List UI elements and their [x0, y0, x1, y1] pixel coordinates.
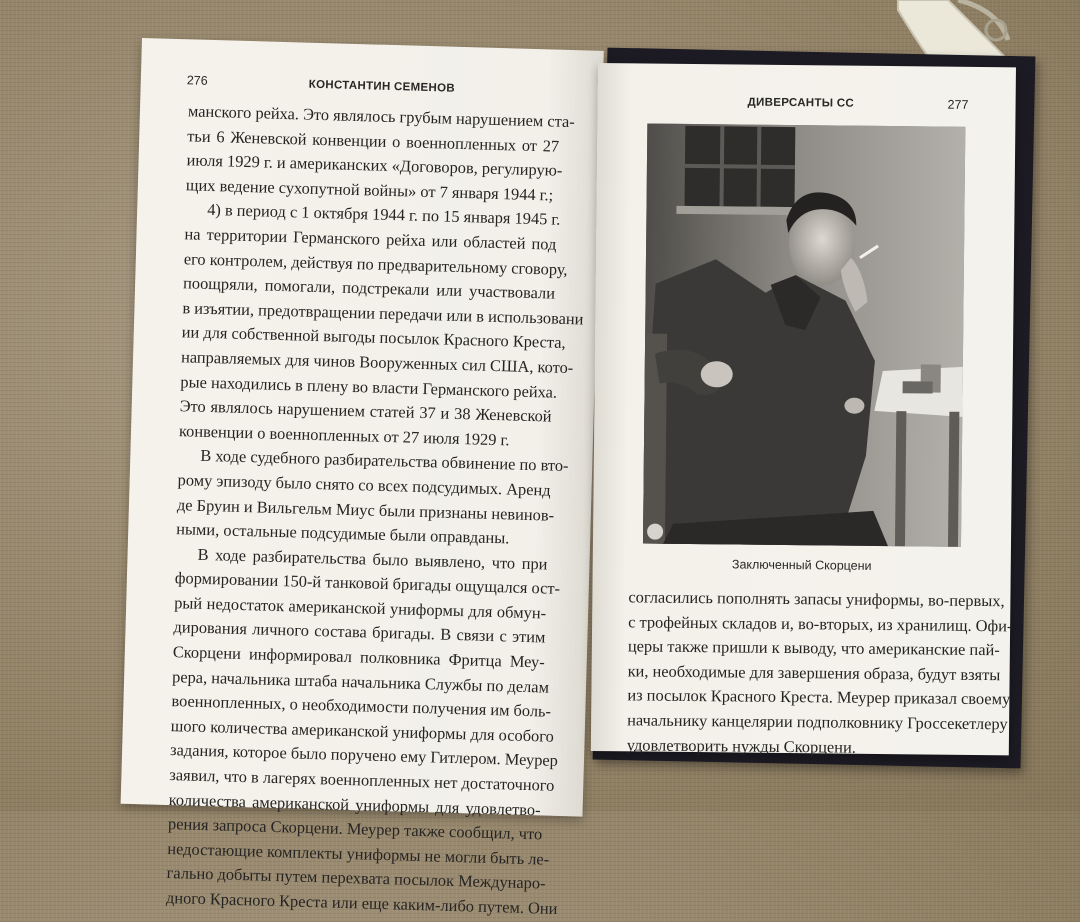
text-line: 4) в период с 1 октября 1944 г. по 15 января 1945 г. [206, 200, 561, 230]
text-line: Скорцени информировал полковника Фритца Меу- [172, 642, 545, 672]
text-line: рый недостаток американской униформы для обмун- [173, 592, 547, 623]
text-line: поощряли, помогали, подстрекали или участвовали [182, 273, 556, 303]
text-line: церы также пришли к выводу, что американские пай- [627, 636, 1000, 660]
text-line: шого количества американской униформы для особого [170, 715, 555, 746]
text-line: формировании 150-й танковой бригады ощущался ост- [174, 568, 561, 599]
text-line: недостающие комплекты униформы не могли быть ле- [167, 838, 550, 869]
text-line: его контролем, действуя по предварительному сговору, [183, 248, 568, 279]
text-line: конвенции о военнопленных от 27 июля 1929 г. [178, 420, 510, 450]
running-head: КОНСТАНТИН СЕМЕНОВ [308, 78, 456, 95]
text-line: щих ведение сухопутной войны» от 7 января 1944 г.; [185, 175, 554, 205]
text-line: тьи 6 Женевской конвенции о военнопленных от 27 [187, 125, 560, 156]
text-line: дирования личного состава бригады. В связи с этим [173, 617, 546, 647]
running-head: ДИВЕРСАНТЫ СС [747, 96, 855, 110]
page-number: 276 [186, 73, 208, 88]
text-line: рые находились в плену во власти Германского рейха. [180, 371, 558, 402]
text-line: рому эпизоду было снято со всех подсудимых. Аренд [177, 470, 551, 500]
text-line: манского рейха. Это являлось грубым нарушением ста- [187, 101, 576, 132]
text-line: военнопленных, о необходимости получения им боль- [171, 691, 552, 721]
text-line: из посылок Красного Креста. Меурер приказал своему [627, 685, 1011, 709]
text-line: В ходе разбирательства было выявлено, что при [197, 544, 548, 574]
text-line: направляемых для чинов Вооруженных сил США, кото- [180, 347, 574, 378]
text-line: июля 1929 г. и американских «Договоров, регулирую- [186, 150, 563, 180]
text-line: Это являлось нарушением статей 37 и 38 Женевской [179, 396, 552, 426]
text-line: рения запроса Скорцени. Меурер также сообщил, что [167, 814, 543, 844]
text-line: гально добыты путем перехвата посылок Междунаро- [166, 863, 546, 893]
text-line: начальнику канцелярии подполковнику Гроссекетлеру [627, 710, 1008, 734]
text-line: удовлетворить нужды Скорцени. [626, 734, 856, 757]
text-line: заявил, что в лагерях военнопленных нет достаточного [169, 765, 555, 795]
right-page [591, 63, 1016, 755]
text-line: ными, остальные подсудимые были оправданы. [176, 519, 510, 548]
text-line: задания, которое было поручено ему Гитлером. Меурер [169, 740, 559, 771]
text-line: рера, начальника штаба начальника Службы по делам [171, 666, 550, 697]
text-line: ии для собственной выгоды посылок Красного Креста, [181, 322, 566, 353]
photo-skorzeny [643, 124, 965, 547]
text-line: дного Красного Креста или еще каким-либо путем. Они [165, 888, 558, 918]
text-line: ки, необходимые для завершения образа, будут взяты [627, 661, 1001, 685]
photo-caption: Заключенный Скорцени [731, 557, 872, 573]
page-number: 277 [947, 97, 969, 112]
body-text [165, 99, 584, 921]
text-line: на территории Германского рейха или областей под [184, 224, 557, 254]
text-line: количества американской униформы для удовлетво- [168, 789, 541, 820]
text-line: в изъятии, предотвращении передачи или в использовани [182, 297, 584, 329]
body-text [626, 585, 1013, 761]
text-line: В ходе судебного разбирательства обвинение по вто- [200, 446, 569, 476]
text-line: согласились пополнять запасы униформы, во-первых, [628, 587, 1005, 611]
text-line: де Бруин и Вильгельм Миус были признаны невинов- [176, 494, 555, 525]
text-line: с трофейных складов и, во-вторых, из хранилищ. Офи- [628, 611, 1013, 635]
left-page [121, 38, 604, 918]
